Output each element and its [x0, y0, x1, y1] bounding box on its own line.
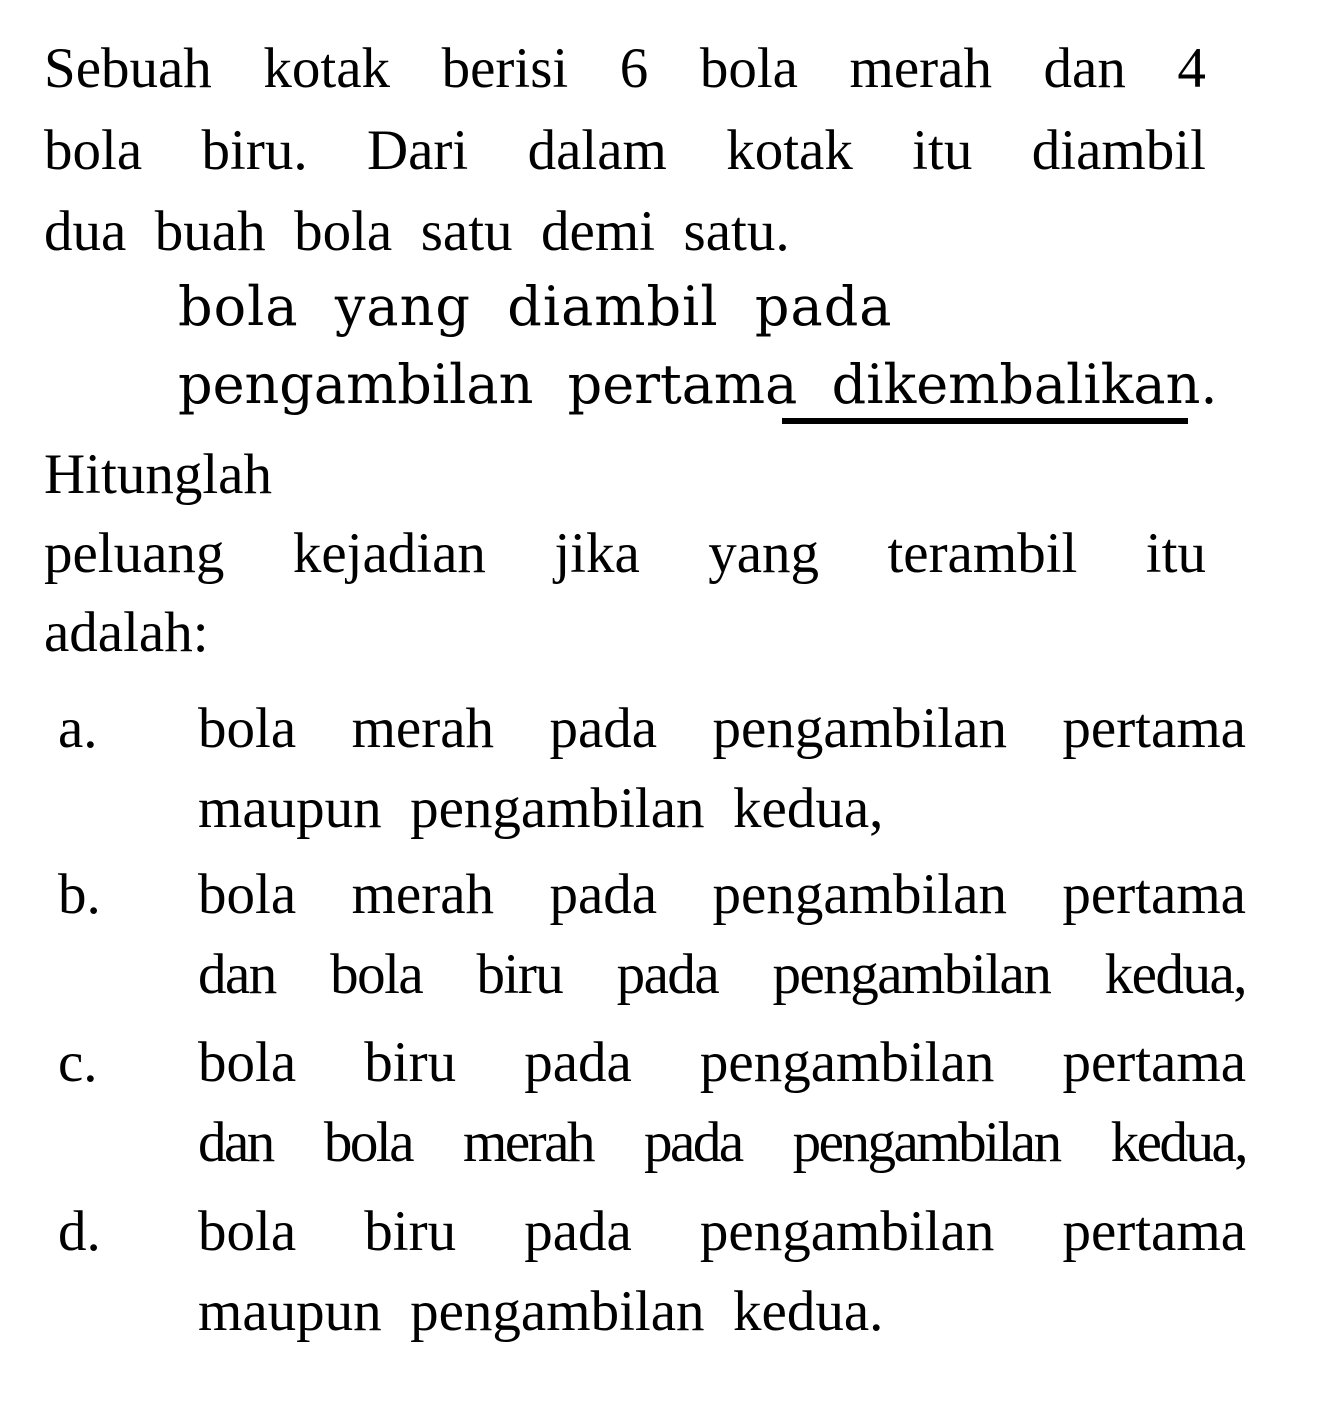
option-a-line-2: maupun pengambilan kedua,	[198, 777, 884, 840]
intro-line-2	[44, 119, 1206, 182]
option-d-line-1	[198, 1200, 1246, 1263]
option-b-letter: b.	[58, 863, 101, 926]
word: kedua,	[1104, 943, 1246, 1006]
word: 4	[1177, 37, 1206, 100]
word: bola	[323, 1111, 412, 1174]
word: pengambilan	[699, 1031, 995, 1094]
word: merah	[849, 37, 992, 100]
word: biru	[476, 943, 563, 1006]
word: dan	[198, 943, 276, 1006]
word: terambil	[887, 522, 1078, 585]
word: Dari	[366, 119, 469, 182]
word: bola	[198, 1200, 297, 1263]
word: bola	[198, 697, 297, 760]
word: dan	[1043, 37, 1126, 100]
word: pengambilan	[792, 1111, 1060, 1174]
word: yang	[708, 522, 820, 585]
intro-line-1	[44, 37, 1206, 100]
intro-line-3: dua buah bola satu demi satu.	[44, 200, 790, 263]
word: merah	[351, 863, 495, 926]
option-c-line-2	[198, 1111, 1246, 1174]
word: bola	[44, 119, 143, 182]
word: kotak	[726, 119, 853, 182]
word: biru	[364, 1031, 457, 1094]
word: pada	[616, 943, 719, 1006]
option-b-line-2	[198, 943, 1246, 1006]
word: pertama	[1062, 1031, 1246, 1094]
option-c-line-1	[198, 1031, 1246, 1094]
word: jika	[554, 522, 640, 585]
word: pertama	[1062, 863, 1246, 926]
word: Sebuah	[44, 37, 212, 100]
underline-rule	[782, 418, 1188, 424]
option-d-line-2: maupun pengambilan kedua.	[198, 1280, 884, 1343]
word: biru	[364, 1200, 457, 1263]
word: berisi	[441, 37, 569, 100]
word: bola	[198, 863, 297, 926]
word: pertama	[1062, 1200, 1246, 1263]
task-line-2: adalah:	[44, 601, 209, 664]
word: pengambilan	[772, 943, 1051, 1006]
word: itu	[912, 119, 973, 182]
word: pada	[644, 1111, 742, 1174]
condition-line-2: pengambilan pertama dikembalikan.	[178, 353, 1218, 416]
word: dan	[198, 1111, 273, 1174]
word: bola	[699, 37, 798, 100]
word: pengambilan	[712, 863, 1007, 926]
word: pengambilan	[712, 697, 1007, 760]
word: 6	[619, 37, 649, 100]
task-line-1	[44, 522, 1206, 585]
option-a-letter: a.	[58, 697, 98, 760]
task-heading: Hitunglah	[44, 443, 272, 506]
word: pada	[524, 1200, 632, 1263]
word: pada	[549, 863, 658, 926]
word: pertama	[1062, 697, 1246, 760]
word: bola	[330, 943, 423, 1006]
word: dalam	[527, 119, 667, 182]
option-b-line-1	[198, 863, 1246, 926]
word: peluang	[44, 522, 225, 585]
word: merah	[463, 1111, 593, 1174]
word: pengambilan	[699, 1200, 995, 1263]
word: itu	[1145, 522, 1206, 585]
word: pada	[549, 697, 658, 760]
word: diambil	[1031, 119, 1206, 182]
word: kotak	[263, 37, 391, 100]
word: kejadian	[292, 522, 486, 585]
word: biru.	[201, 119, 308, 182]
word: kedua,	[1110, 1111, 1246, 1174]
word: bola	[198, 1031, 297, 1094]
word: pada	[524, 1031, 632, 1094]
option-d-letter: d.	[58, 1200, 101, 1263]
condition-line-1: bola yang diambil pada	[178, 275, 893, 338]
word: merah	[351, 697, 495, 760]
option-a-line-1	[198, 697, 1246, 760]
option-c-letter: c.	[58, 1031, 98, 1094]
